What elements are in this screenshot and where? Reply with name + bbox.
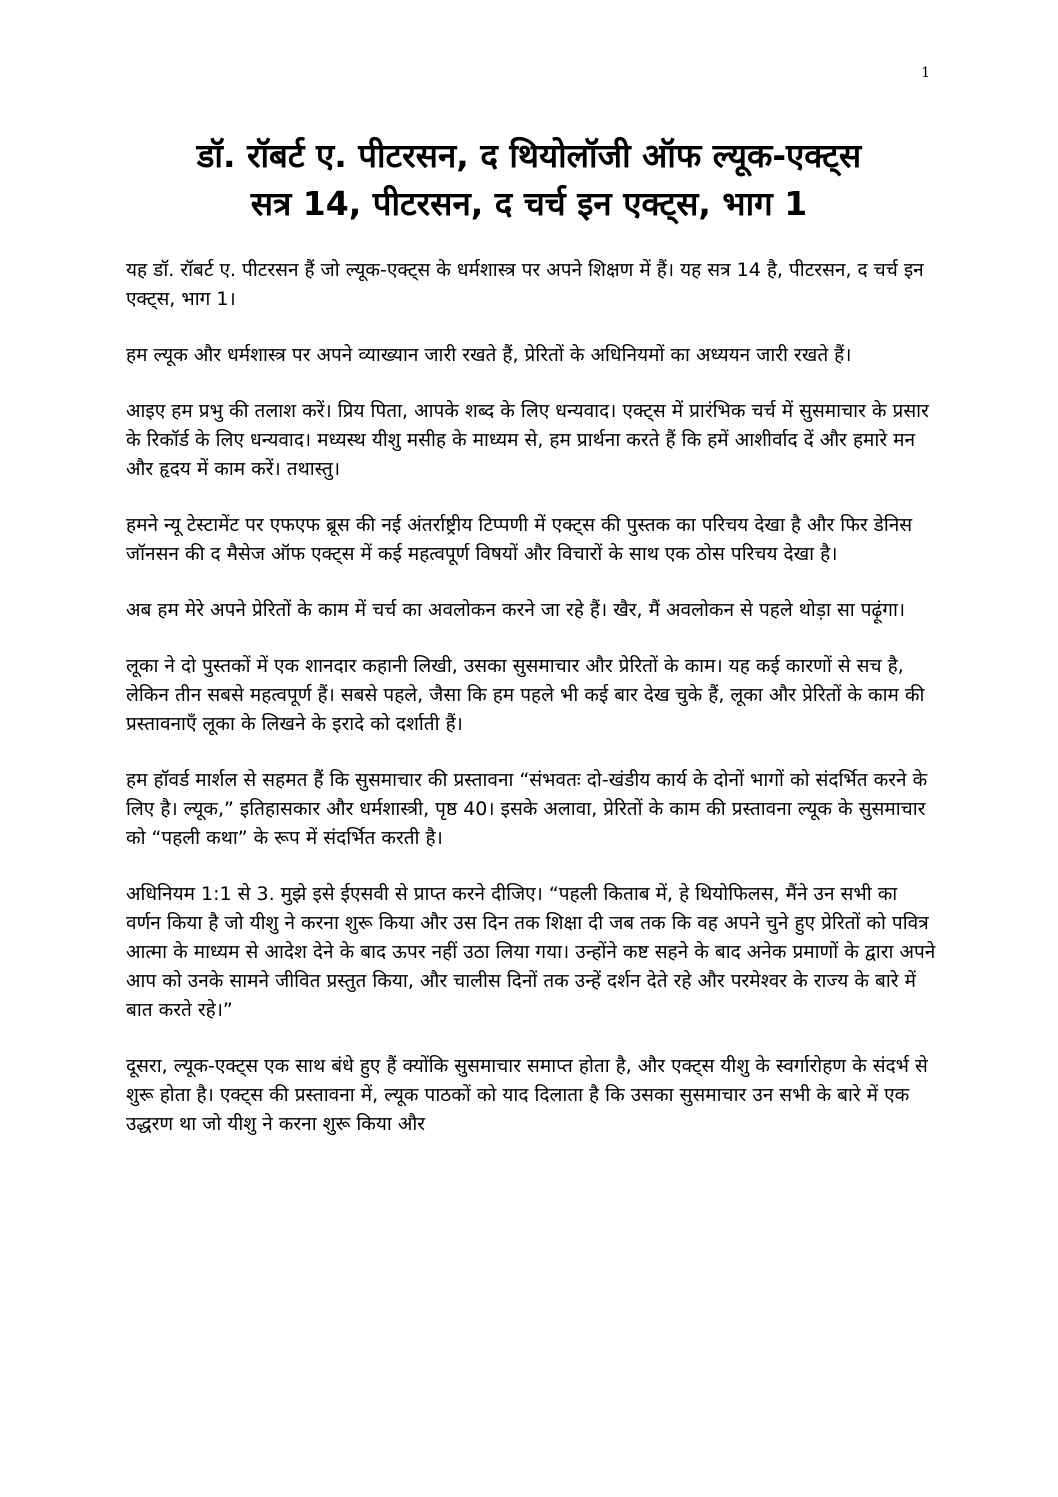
paragraph-1: यह डॉ. रॉबर्ट ए. पीटरसन हैं जो ल्यूक-एक्ट्स के धर्मशास्त्र पर अपने शिक्षण में हैं। यह सत्र 14 है, पीटरसन, द चर्च इन एक्ट्स, भाग 1। [126,259,924,310]
paragraph-4: हमने न्यू टेस्टामेंट पर एफएफ ब्रूस की नई अंतर्राष्ट्रीय टिप्पणी में एक्ट्स की पुस्तक का परिचय देखा है और फिर डेनिस जॉनसन की द मैसेज ऑफ एक्ट्स में कई महत्वपूर्ण विषयों और विचारों के साथ एक ठोस परिचय देखा है। [126,514,913,565]
paragraph-7: हम हॉवर्ड मार्शल से सहमत हैं कि सुसमाचार की प्रस्तावना “संभवतः दो-खंडीय कार्य के दोनों भागों को संदर्भित करने के लिए है। ल्यूक,” इतिहासकार और धर्मशास्त्री, पृष्ठ 40। इसके अलावा, प्रेरितों के काम की प्रस्तावना ल्यूक के सुसमाचार को “पहली कथा” के रूप में संदर्भित करती है। [126,769,928,849]
title-line-1: डॉ. रॉबर्ट ए. पीटरसन, द थियोलॉजी ऑफ ल्यूक-एक्ट्स [196,136,862,175]
paragraph-9: दूसरा, ल्यूक-एक्ट्स एक साथ बंधे हुए हैं क्योंकि सुसमाचार समाप्त होता है, और एक्ट्स यीशु के स्वर्गारोहण के संदर्भ से शुरू होता है। एक्ट्स की प्रस्तावना में, ल्यूक पाठकों को याद दिलाता है कि उसका सुसमाचार उन सभी के बारे में एक उद्धरण था जो यीशु ने करना शुरू किया और [126,1055,928,1135]
document-title [100,132,958,228]
paragraph-6: लूका ने दो पुस्तकों में एक शानदार कहानी लिखी, उसका सुसमाचार और प्रेरितों के काम। यह कई कारणों से सच है, लेकिन तीन सबसे महत्वपूर्ण हैं। सबसे पहले, जैसा कि हम पहले भी कई बार देख चुके हैं, लूका और प्रेरितों के काम की प्रस्तावनाएँ लूका के लिखने के इरादे को दर्शाती हैं। [126,655,925,735]
paragraph-3: आइए हम प्रभु की तलाश करें। प्रिय पिता, आपके शब्द के लिए धन्यवाद। एक्ट्स में प्रारंभिक चर्च में सुसमाचार के प्रसार के रिकॉर्ड के लिए धन्यवाद। मध्यस्थ यीशु मसीह के माध्यम से, हम प्रार्थना करते हैं कि हमें आशीर्वाद दें और हमारे मन और हृदय में काम करें। तथास्तु। [126,400,929,480]
paragraph-2: हम ल्यूक और धर्मशास्त्र पर अपने व्याख्यान जारी रखते हैं, प्रेरितों के अधिनियमों का अध्ययन जारी रखते हैं। [126,344,852,366]
page-number: 1 [921,65,930,81]
paragraph-5: अब हम मेरे अपने प्रेरितों के काम में चर्च का अवलोकन करने जा रहे हैं। खैर, मैं अवलोकन से पहले थोड़ा सा पढ़ूंगा। [126,599,906,621]
body-text [126,256,936,1166]
title-line-2: सत्र 14, पीटरसन, द चर्च इन एक्ट्स, भाग 1 [250,184,808,223]
paragraph-8: अधिनियम 1:1 से 3. मुझे इसे ईएसवी से प्राप्त करने दीजिए। “पहली किताब में, हे थियोफिलस, मैंने उन सभी का वर्णन किया है जो यीशु ने करना शुरू किया और उस दिन तक शिक्षा दी जब तक कि वह अपने चुने हुए प्रेरितों को पवित्र आत्मा के माध्यम से आदेश देने के बाद ऊपर नहीं उठा लिया गया। उन्होंने कष्ट सहने के बाद अनेक प्रमाणों के द्वारा अपने आप को उनके सामने जीवित प्रस्तुत किया, और चालीस दिनों तक उन्हें दर्शन देते रहे और परमेश्वर के राज्य के बारे में बात करते रहे।” [126,883,936,1021]
